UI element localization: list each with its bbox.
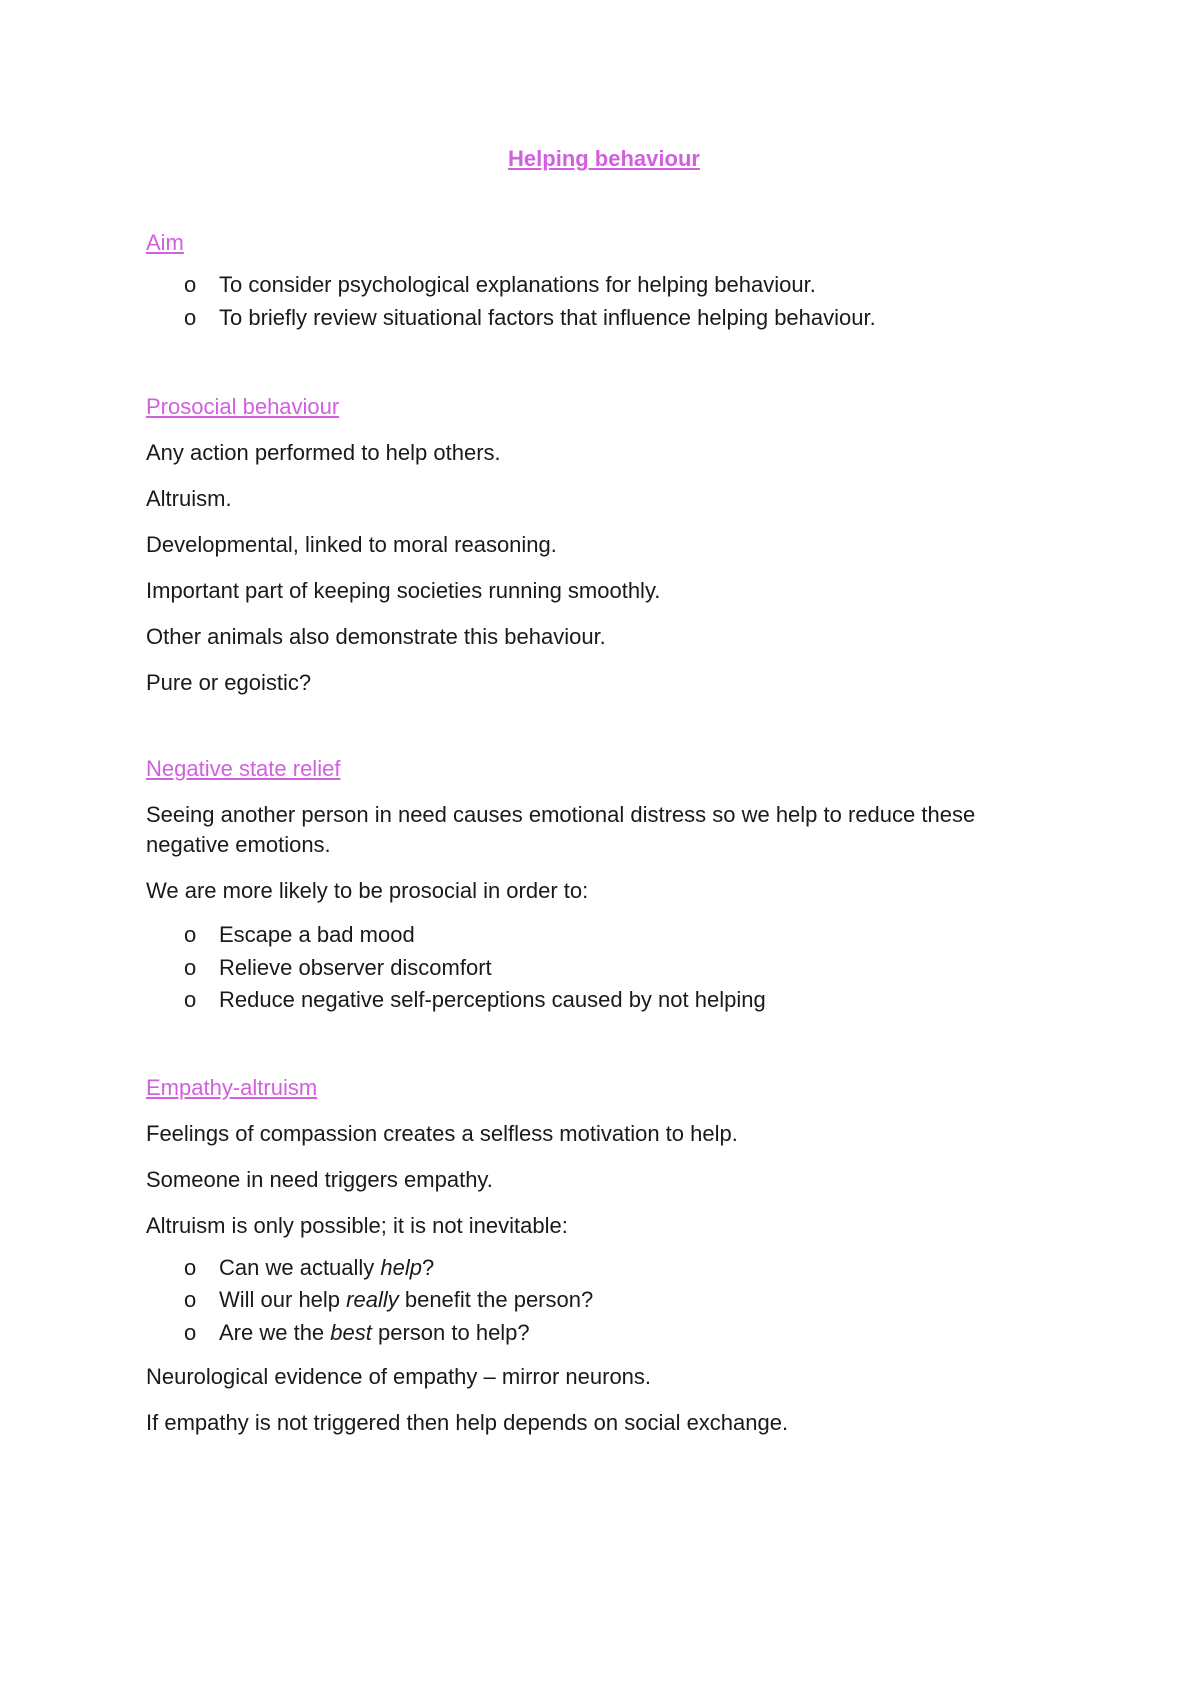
aim-bullet-item — [146, 269, 1046, 302]
negative-state-bullet-item — [146, 952, 1046, 985]
bullet-marker: o — [184, 1319, 197, 1345]
prosocial-paragraph: Any action performed to help others. — [146, 440, 501, 465]
negative-state-relief-heading: Negative state relief — [146, 756, 341, 781]
empathy-bullet-item — [146, 1252, 1046, 1285]
aim-bullet-text: To consider psychological explanations for helping behaviour. — [219, 272, 816, 297]
empathy-bullet-list — [146, 1252, 1046, 1350]
bullet-marker: o — [184, 954, 197, 980]
bullet-marker: o — [184, 987, 197, 1012]
negative-state-bullet-text: Relieve observer discomfort — [219, 954, 492, 980]
negative-state-bullet-item — [146, 919, 1046, 952]
empathy-bullet-text-after: person to help? — [371, 1319, 530, 1345]
aim-bullet-list — [146, 269, 1046, 334]
negative-state-bullet-text: Reduce negative self-perceptions caused by not helping — [219, 987, 766, 1012]
aim-bullet-text: To briefly review situational factors that influence helping behaviour. — [219, 304, 876, 330]
empathy-closing-paragraph: Neurological evidence of empathy – mirror neurons. — [146, 1364, 652, 1389]
empathy-bullet-emphasis: really — [346, 1287, 399, 1312]
prosocial-paragraph: Pure or egoistic? — [146, 670, 312, 695]
negative-state-bullet-list — [146, 919, 1046, 1017]
bullet-marker: o — [184, 304, 197, 330]
empathy-bullet-text-before: Can we actually — [219, 1254, 381, 1280]
empathy-bullet-item — [146, 1317, 1046, 1350]
empathy-bullet-emphasis: best — [330, 1319, 372, 1345]
empathy-paragraph: Someone in need triggers empathy. — [146, 1166, 493, 1192]
empathy-paragraph: Feelings of compassion creates a selfless motivation to help. — [146, 1120, 738, 1146]
aim-bullet-item — [146, 302, 1046, 335]
negative-state-paragraph: We are more likely to be prosocial in order to: — [146, 878, 589, 903]
empathy-altruism-heading: Empathy-altruism — [146, 1074, 318, 1100]
negative-state-bullet-text: Escape a bad mood — [219, 922, 415, 947]
empathy-bullet-text-after: ? — [422, 1254, 435, 1280]
prosocial-paragraph: Altruism. — [146, 486, 232, 511]
prosocial-heading: Prosocial behaviour — [146, 394, 340, 419]
empathy-bullet-text-before: Will our help — [219, 1287, 347, 1312]
empathy-closing-paragraph: If empathy is not triggered then help depends on social exchange. — [146, 1410, 789, 1435]
prosocial-paragraph: Developmental, linked to moral reasoning. — [146, 532, 557, 557]
empathy-paragraph: Altruism is only possible; it is not inevitable: — [146, 1212, 568, 1238]
negative-state-bullet-item — [146, 984, 1046, 1017]
empathy-bullet-text-before: Are we the — [219, 1319, 331, 1345]
bullet-marker: o — [184, 272, 197, 297]
empathy-bullet-item — [146, 1284, 1046, 1317]
empathy-bullet-emphasis: help — [380, 1254, 423, 1280]
document-title: Helping behaviour — [508, 146, 700, 171]
negative-state-paragraph: Seeing another person in need causes emotional distress so we help to reduce these negative emotions. — [146, 802, 976, 857]
aim-heading: Aim — [146, 230, 184, 255]
prosocial-paragraph: Important part of keeping societies running smoothly. — [146, 578, 661, 603]
prosocial-paragraph: Other animals also demonstrate this behaviour. — [146, 624, 606, 649]
document-content — [146, 144, 1046, 1438]
bullet-marker: o — [184, 922, 197, 947]
empathy-bullet-text-after: benefit the person? — [398, 1287, 594, 1312]
bullet-marker: o — [184, 1254, 197, 1280]
bullet-marker: o — [184, 1287, 197, 1312]
